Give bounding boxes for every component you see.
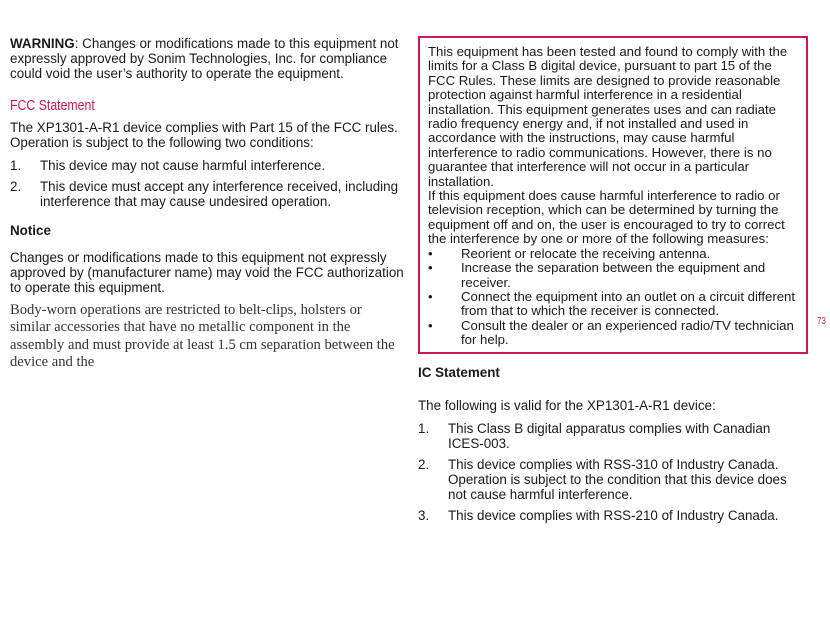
list-number: 1. [10, 158, 22, 173]
list-text: This device complies with RSS-310 of Industry Canada. Operation is subject to the condition that this device does not cause harmful interference. [448, 456, 787, 502]
bullet-icon: • [428, 260, 433, 276]
fcc-statement-heading: FCC Statement [10, 97, 95, 114]
class-b-paragraph-1: This equipment has been tested and found to comply with the limits for a Class B digital device, pursuant to part 15 of the FCC Rules. These limits are designed to provide reasonable protection against harmful interference in a residential installation. This equipment generates uses and can radiate radio frequency energy and, if not installed and used in accordance with the instructions, may cause harmful interference to radio communications. However, there is no guarantee that interference will not occur in a particular installation. [428, 44, 788, 189]
right-column [418, 36, 808, 529]
ic-statement-heading: IC Statement [418, 364, 500, 380]
warning-text: : Changes or modifications made to this equipment not expressly approved by Sonim Technologies, Inc. for compliance could void the user’s authority to operate the equipment. [10, 36, 399, 81]
list-number: 2. [10, 179, 22, 194]
list-text: Reorient or relocate the receiving antenna. [461, 245, 711, 261]
list-item [10, 158, 405, 173]
list-item [10, 179, 405, 209]
bullet-icon: • [428, 317, 433, 333]
list-text: Connect the equipment into an outlet on a circuit different from that to which the receiver is connected. [461, 288, 796, 319]
notice-heading: Notice [10, 223, 51, 238]
warning-paragraph [10, 36, 405, 81]
fcc-conditions-list [10, 158, 405, 209]
list-item [428, 319, 798, 348]
body-worn-paragraph: Body-worn operations are restricted to belt-clips, holsters or similar accessories that have no metallic component in the assembly and must provide at least 1.5 cm separation between the device and the [10, 302, 395, 371]
class-b-statement-box [418, 36, 808, 354]
list-item [428, 247, 798, 261]
list-text: Increase the separation between the equipment and receiver. [461, 260, 766, 290]
left-column [10, 36, 405, 372]
list-text: This device must accept any interference received, including interference that may cause undesired operation. [40, 179, 399, 209]
list-number: 1. [418, 420, 430, 436]
list-item [418, 421, 808, 451]
warning-label: WARNING [10, 36, 75, 51]
list-item [418, 508, 808, 523]
list-text: This device may not cause harmful interference. [40, 158, 326, 173]
bullet-icon: • [428, 245, 433, 261]
list-item [428, 261, 798, 290]
list-item [428, 290, 798, 319]
list-text: Consult the dealer or an experienced radio/TV technician for help. [461, 317, 794, 348]
ic-intro: The following is valid for the XP1301-A-R1 device: [418, 397, 716, 413]
ic-list [418, 421, 808, 523]
list-number: 2. [418, 456, 430, 472]
class-b-paragraph-2: If this equipment does cause harmful interference to radio or television reception, which can be determined by turning the equipment off and on, the user is encouraged to try to correct the interference by one or more of the following measures: [428, 188, 785, 247]
page-number: 73 [817, 316, 827, 327]
notice-text: Changes or modifications made to this equipment not expressly approved by (manufacturer name) may void the FCC authorization to operate this equipment. [10, 250, 404, 295]
list-text: This Class B digital apparatus complies with Canadian ICES-003. [448, 420, 771, 451]
list-item [418, 457, 808, 502]
list-text: This device complies with RSS-210 of Industry Canada. [448, 507, 779, 523]
fcc-intro: The XP1301-A-R1 device complies with Part 15 of the FCC rules. Operation is subject to the following two conditions: [10, 120, 398, 150]
measures-list [428, 247, 798, 348]
bullet-icon: • [428, 288, 433, 304]
list-number: 3. [418, 507, 430, 523]
